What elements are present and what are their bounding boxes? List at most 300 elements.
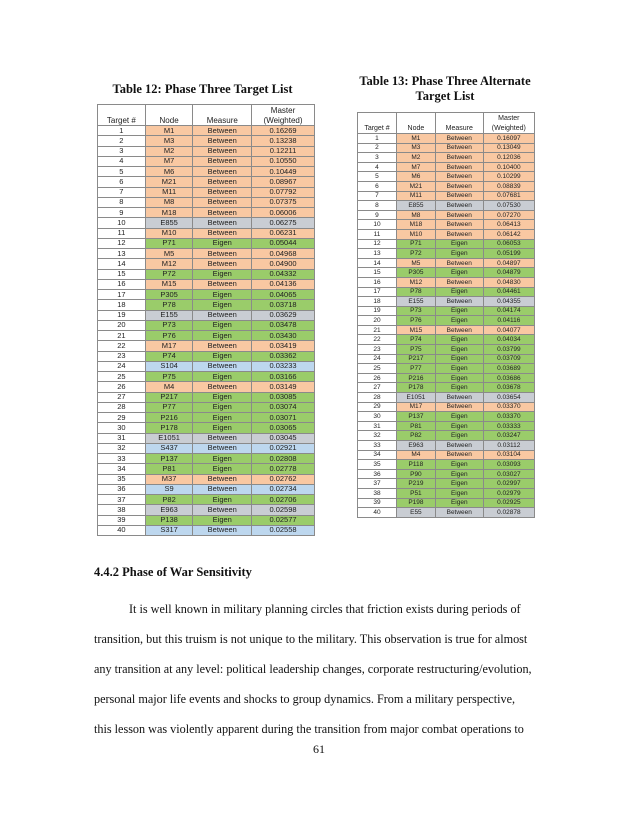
weighted-value-cell: 0.10400 — [483, 162, 534, 172]
measure-cell: Eigen — [435, 354, 483, 364]
node-cell: P75 — [396, 345, 435, 355]
table-12 — [97, 104, 315, 536]
header-weighted: (Weighted) — [252, 115, 315, 126]
table-row — [358, 402, 535, 412]
node-cell: P178 — [396, 383, 435, 393]
target-number-cell: 35 — [98, 474, 146, 484]
target-number-cell: 13 — [358, 249, 397, 259]
table-row — [98, 392, 315, 402]
measure-cell: Eigen — [435, 249, 483, 259]
node-cell: P72 — [396, 249, 435, 259]
target-number-cell: 16 — [98, 279, 146, 289]
measure-cell: Between — [435, 508, 483, 518]
target-number-cell: 34 — [358, 450, 397, 460]
node-cell: P73 — [145, 320, 193, 330]
target-number-cell: 33 — [358, 441, 397, 451]
weighted-value-cell: 0.03247 — [483, 431, 534, 441]
weighted-value-cell: 0.03654 — [483, 393, 534, 403]
target-number-cell: 37 — [98, 495, 146, 505]
table-row — [358, 268, 535, 278]
header-target: Target # — [358, 123, 397, 134]
paragraph-line: any transition at any level: political leadership changes, corporate restructuring/evolution, — [94, 662, 532, 676]
weighted-value-cell: 0.03074 — [252, 402, 315, 412]
target-number-cell: 2 — [98, 136, 146, 146]
target-number-cell: 26 — [98, 382, 146, 392]
weighted-value-cell: 0.06142 — [483, 229, 534, 239]
target-number-cell: 25 — [98, 372, 146, 382]
target-number-cell: 15 — [358, 268, 397, 278]
weighted-value-cell: 0.04355 — [483, 297, 534, 307]
weighted-value-cell: 0.02997 — [483, 479, 534, 489]
table-row — [98, 443, 315, 453]
target-number-cell: 38 — [98, 505, 146, 515]
weighted-value-cell: 0.06413 — [483, 220, 534, 230]
weighted-value-cell: 0.02558 — [252, 525, 315, 535]
table-row — [358, 469, 535, 479]
weighted-value-cell: 0.02762 — [252, 474, 315, 484]
weighted-value-cell: 0.02577 — [252, 515, 315, 525]
target-number-cell: 31 — [98, 433, 146, 443]
weighted-value-cell: 0.03478 — [252, 320, 315, 330]
table-row — [98, 290, 315, 300]
measure-cell: Eigen — [193, 402, 252, 412]
table-row — [98, 505, 315, 515]
paragraph-line: It is well known in military planning circles that friction exists during periods of — [129, 602, 521, 616]
target-number-cell: 17 — [358, 287, 397, 297]
node-cell: M12 — [396, 277, 435, 287]
table-row — [98, 187, 315, 197]
weighted-value-cell: 0.13049 — [483, 143, 534, 153]
measure-cell: Between — [435, 441, 483, 451]
table-row — [98, 423, 315, 433]
table-row — [358, 393, 535, 403]
target-number-cell: 13 — [98, 249, 146, 259]
node-cell: M17 — [396, 402, 435, 412]
measure-cell: Between — [193, 167, 252, 177]
header-measure: Measure — [193, 115, 252, 126]
node-cell: E1051 — [145, 433, 193, 443]
node-cell: E55 — [396, 508, 435, 518]
target-number-cell: 7 — [98, 187, 146, 197]
table-row — [358, 162, 535, 172]
table-12-caption: Table 12: Phase Three Target List — [112, 82, 293, 96]
target-number-cell: 8 — [358, 201, 397, 211]
measure-cell: Between — [435, 191, 483, 201]
target-number-cell: 17 — [98, 290, 146, 300]
table-row — [98, 372, 315, 382]
measure-cell: Eigen — [435, 412, 483, 422]
target-number-cell: 27 — [358, 383, 397, 393]
target-number-cell: 20 — [98, 320, 146, 330]
measure-cell: Between — [193, 197, 252, 207]
target-number-cell: 38 — [358, 488, 397, 498]
node-cell: M11 — [396, 191, 435, 201]
weighted-value-cell: 0.03065 — [252, 423, 315, 433]
node-cell: P178 — [145, 423, 193, 433]
measure-cell: Between — [435, 210, 483, 220]
measure-cell: Between — [193, 474, 252, 484]
weighted-value-cell: 0.03071 — [252, 413, 315, 423]
weighted-value-cell: 0.04116 — [483, 316, 534, 326]
table-row — [358, 364, 535, 374]
target-number-cell: 15 — [98, 269, 146, 279]
measure-cell: Eigen — [193, 290, 252, 300]
measure-cell: Between — [435, 181, 483, 191]
measure-cell: Eigen — [193, 372, 252, 382]
table-row — [98, 413, 315, 423]
weighted-value-cell: 0.03362 — [252, 351, 315, 361]
measure-cell: Eigen — [435, 460, 483, 470]
node-cell: P138 — [145, 515, 193, 525]
weighted-value-cell: 0.02878 — [483, 508, 534, 518]
measure-cell: Eigen — [193, 423, 252, 433]
weighted-value-cell: 0.16269 — [252, 126, 315, 136]
measure-cell: Between — [193, 228, 252, 238]
node-cell: P51 — [396, 488, 435, 498]
table-row — [358, 373, 535, 383]
measure-cell: Eigen — [435, 287, 483, 297]
weighted-value-cell: 0.03709 — [483, 354, 534, 364]
measure-cell: Eigen — [193, 300, 252, 310]
weighted-value-cell: 0.10550 — [252, 156, 315, 166]
table-row — [98, 474, 315, 484]
weighted-value-cell: 0.03718 — [252, 300, 315, 310]
table-row — [98, 525, 315, 535]
table-row — [358, 201, 535, 211]
table-row — [98, 454, 315, 464]
target-number-cell: 23 — [358, 345, 397, 355]
target-number-cell: 32 — [358, 431, 397, 441]
table-row — [358, 181, 535, 191]
measure-cell: Eigen — [193, 269, 252, 279]
table-row — [98, 402, 315, 412]
measure-cell: Between — [435, 402, 483, 412]
weighted-value-cell: 0.12211 — [252, 146, 315, 156]
table-row — [98, 146, 315, 156]
node-cell: M11 — [145, 187, 193, 197]
target-number-cell: 19 — [98, 310, 146, 320]
table-row — [358, 229, 535, 239]
weighted-value-cell: 0.04900 — [252, 259, 315, 269]
weighted-value-cell: 0.02979 — [483, 488, 534, 498]
target-number-cell: 11 — [98, 228, 146, 238]
node-cell: M6 — [396, 172, 435, 182]
table-row — [98, 310, 315, 320]
measure-cell: Eigen — [193, 454, 252, 464]
section-paragraph — [94, 594, 549, 744]
node-cell: P137 — [145, 454, 193, 464]
table-13-body — [358, 134, 535, 518]
table-row — [98, 126, 315, 136]
measure-cell: Eigen — [193, 515, 252, 525]
target-number-cell: 19 — [358, 306, 397, 316]
target-number-cell: 23 — [98, 351, 146, 361]
measure-cell: Between — [193, 361, 252, 371]
header-spacer — [98, 105, 146, 116]
target-number-cell: 21 — [358, 325, 397, 335]
table-row — [358, 134, 535, 144]
target-number-cell: 28 — [358, 393, 397, 403]
measure-cell: Between — [193, 310, 252, 320]
node-cell: P305 — [145, 290, 193, 300]
target-number-cell: 4 — [358, 162, 397, 172]
table-row — [358, 450, 535, 460]
node-cell: S317 — [145, 525, 193, 535]
table-row — [358, 412, 535, 422]
table-row — [358, 431, 535, 441]
target-number-cell: 27 — [98, 392, 146, 402]
target-number-cell: 33 — [98, 454, 146, 464]
table-row — [358, 143, 535, 153]
node-cell: M7 — [145, 156, 193, 166]
weighted-value-cell: 0.02598 — [252, 505, 315, 515]
measure-cell: Between — [193, 187, 252, 197]
table-row — [98, 259, 315, 269]
page-number: 61 — [313, 742, 325, 756]
target-number-cell: 36 — [358, 469, 397, 479]
measure-cell: Eigen — [193, 464, 252, 474]
target-number-cell: 22 — [358, 335, 397, 345]
table-row — [98, 177, 315, 187]
table-row — [98, 208, 315, 218]
weighted-value-cell: 0.07270 — [483, 210, 534, 220]
header-spacer — [358, 113, 397, 124]
weighted-value-cell: 0.03799 — [483, 345, 534, 355]
table-row — [358, 345, 535, 355]
node-cell: P118 — [396, 460, 435, 470]
node-cell: P82 — [145, 495, 193, 505]
target-number-cell: 34 — [98, 464, 146, 474]
node-cell: P76 — [145, 331, 193, 341]
weighted-value-cell: 0.08839 — [483, 181, 534, 191]
measure-cell: Eigen — [435, 383, 483, 393]
weighted-value-cell: 0.07530 — [483, 201, 534, 211]
weighted-value-cell: 0.03233 — [252, 361, 315, 371]
target-number-cell: 8 — [98, 197, 146, 207]
measure-cell: Eigen — [193, 495, 252, 505]
measure-cell: Eigen — [193, 413, 252, 423]
weighted-value-cell: 0.07792 — [252, 187, 315, 197]
measure-cell: Between — [193, 177, 252, 187]
measure-cell: Between — [435, 297, 483, 307]
table-row — [358, 239, 535, 249]
table-row — [358, 498, 535, 508]
weighted-value-cell: 0.04332 — [252, 269, 315, 279]
node-cell: P198 — [396, 498, 435, 508]
weighted-value-cell: 0.13238 — [252, 136, 315, 146]
measure-cell: Between — [435, 201, 483, 211]
target-number-cell: 10 — [98, 218, 146, 228]
weighted-value-cell: 0.04461 — [483, 287, 534, 297]
section-heading: 4.4.2 Phase of War Sensitivity — [94, 565, 252, 579]
node-cell: E155 — [396, 297, 435, 307]
node-cell: P219 — [396, 479, 435, 489]
node-cell: P77 — [396, 364, 435, 374]
node-cell: M5 — [396, 258, 435, 268]
table-13 — [357, 112, 535, 518]
target-number-cell: 9 — [358, 210, 397, 220]
target-number-cell: 3 — [98, 146, 146, 156]
weighted-value-cell: 0.03104 — [483, 450, 534, 460]
node-cell: P217 — [145, 392, 193, 402]
table-row — [98, 167, 315, 177]
measure-cell: Between — [435, 450, 483, 460]
node-cell: M7 — [396, 162, 435, 172]
target-number-cell: 24 — [358, 354, 397, 364]
measure-cell: Between — [193, 525, 252, 535]
weighted-value-cell: 0.02925 — [483, 498, 534, 508]
header-spacer — [193, 105, 252, 116]
node-cell: P81 — [396, 421, 435, 431]
measure-cell: Between — [435, 277, 483, 287]
header-node: Node — [396, 123, 435, 134]
table-13-caption — [345, 74, 545, 104]
table-row — [98, 484, 315, 494]
table-row — [358, 383, 535, 393]
weighted-value-cell: 0.02921 — [252, 443, 315, 453]
target-number-cell: 12 — [358, 239, 397, 249]
weighted-value-cell: 0.06275 — [252, 218, 315, 228]
measure-cell: Between — [435, 325, 483, 335]
node-cell: P74 — [396, 335, 435, 345]
header-measure: Measure — [435, 123, 483, 134]
node-cell: P76 — [396, 316, 435, 326]
target-number-cell: 1 — [358, 134, 397, 144]
measure-cell: Eigen — [435, 335, 483, 345]
node-cell: P137 — [396, 412, 435, 422]
table-row — [98, 269, 315, 279]
table-row — [98, 300, 315, 310]
table-row — [358, 421, 535, 431]
weighted-value-cell: 0.02734 — [252, 484, 315, 494]
weighted-value-cell: 0.04830 — [483, 277, 534, 287]
weighted-value-cell: 0.04034 — [483, 335, 534, 345]
measure-cell: Between — [193, 156, 252, 166]
measure-cell: Between — [435, 393, 483, 403]
weighted-value-cell: 0.03430 — [252, 331, 315, 341]
target-number-cell: 10 — [358, 220, 397, 230]
measure-cell: Between — [193, 136, 252, 146]
measure-cell: Between — [193, 279, 252, 289]
table-row — [98, 341, 315, 351]
target-number-cell: 26 — [358, 373, 397, 383]
weighted-value-cell: 0.03678 — [483, 383, 534, 393]
weighted-value-cell: 0.03629 — [252, 310, 315, 320]
measure-cell: Between — [193, 505, 252, 515]
node-cell: P81 — [145, 464, 193, 474]
node-cell: P82 — [396, 431, 435, 441]
target-number-cell: 9 — [98, 208, 146, 218]
table-row — [98, 218, 315, 228]
node-cell: M4 — [396, 450, 435, 460]
weighted-value-cell: 0.08967 — [252, 177, 315, 187]
header-spacer — [435, 113, 483, 124]
node-cell: E963 — [145, 505, 193, 515]
weighted-value-cell: 0.02706 — [252, 495, 315, 505]
weighted-value-cell: 0.03085 — [252, 392, 315, 402]
header-spacer — [396, 113, 435, 124]
node-cell: P71 — [145, 238, 193, 248]
table-row — [358, 191, 535, 201]
weighted-value-cell: 0.04174 — [483, 306, 534, 316]
paragraph-line: personal major life events and shocks to group dynamics. From a military perspective, — [94, 692, 516, 706]
measure-cell: Between — [435, 143, 483, 153]
target-number-cell: 39 — [98, 515, 146, 525]
node-cell: E855 — [396, 201, 435, 211]
target-number-cell: 5 — [98, 167, 146, 177]
weighted-value-cell: 0.03419 — [252, 341, 315, 351]
target-number-cell: 29 — [358, 402, 397, 412]
table-row — [358, 488, 535, 498]
node-cell: M2 — [396, 153, 435, 163]
node-cell: M12 — [145, 259, 193, 269]
table-row — [98, 495, 315, 505]
target-number-cell: 14 — [358, 258, 397, 268]
measure-cell: Eigen — [193, 320, 252, 330]
table-12-body — [98, 126, 315, 536]
measure-cell: Between — [193, 382, 252, 392]
measure-cell: Eigen — [435, 469, 483, 479]
table-row — [98, 279, 315, 289]
header-weighted: (Weighted) — [483, 123, 534, 134]
weighted-value-cell: 0.07375 — [252, 197, 315, 207]
target-number-cell: 12 — [98, 238, 146, 248]
table-row — [98, 197, 315, 207]
table-row — [98, 238, 315, 248]
target-number-cell: 4 — [98, 156, 146, 166]
weighted-value-cell: 0.04065 — [252, 290, 315, 300]
node-cell: P90 — [396, 469, 435, 479]
node-cell: S9 — [145, 484, 193, 494]
target-number-cell: 28 — [98, 402, 146, 412]
target-number-cell: 21 — [98, 331, 146, 341]
measure-cell: Eigen — [193, 351, 252, 361]
weighted-value-cell: 0.03686 — [483, 373, 534, 383]
node-cell: M1 — [396, 134, 435, 144]
node-cell: M21 — [396, 181, 435, 191]
target-number-cell: 40 — [358, 508, 397, 518]
target-number-cell: 11 — [358, 229, 397, 239]
node-cell: M37 — [145, 474, 193, 484]
node-cell: M5 — [145, 249, 193, 259]
target-number-cell: 29 — [98, 413, 146, 423]
node-cell: M8 — [145, 197, 193, 207]
weighted-value-cell: 0.16097 — [483, 134, 534, 144]
node-cell: P78 — [145, 300, 193, 310]
table-row — [98, 331, 315, 341]
measure-cell: Eigen — [435, 345, 483, 355]
measure-cell: Eigen — [193, 392, 252, 402]
weighted-value-cell: 0.07681 — [483, 191, 534, 201]
measure-cell: Between — [435, 134, 483, 144]
measure-cell: Eigen — [435, 479, 483, 489]
target-number-cell: 25 — [358, 364, 397, 374]
weighted-value-cell: 0.03689 — [483, 364, 534, 374]
table-row — [358, 325, 535, 335]
node-cell: E1051 — [396, 393, 435, 403]
header-spacer — [145, 105, 193, 116]
target-number-cell: 14 — [98, 259, 146, 269]
measure-cell: Eigen — [435, 316, 483, 326]
table-row — [98, 351, 315, 361]
target-number-cell: 3 — [358, 153, 397, 163]
table-13-caption-line1: Table 13: Phase Three Alternate — [359, 74, 531, 88]
measure-cell: Between — [435, 229, 483, 239]
node-cell: M3 — [396, 143, 435, 153]
table-row — [358, 306, 535, 316]
node-cell: E963 — [396, 441, 435, 451]
measure-cell: Eigen — [435, 306, 483, 316]
